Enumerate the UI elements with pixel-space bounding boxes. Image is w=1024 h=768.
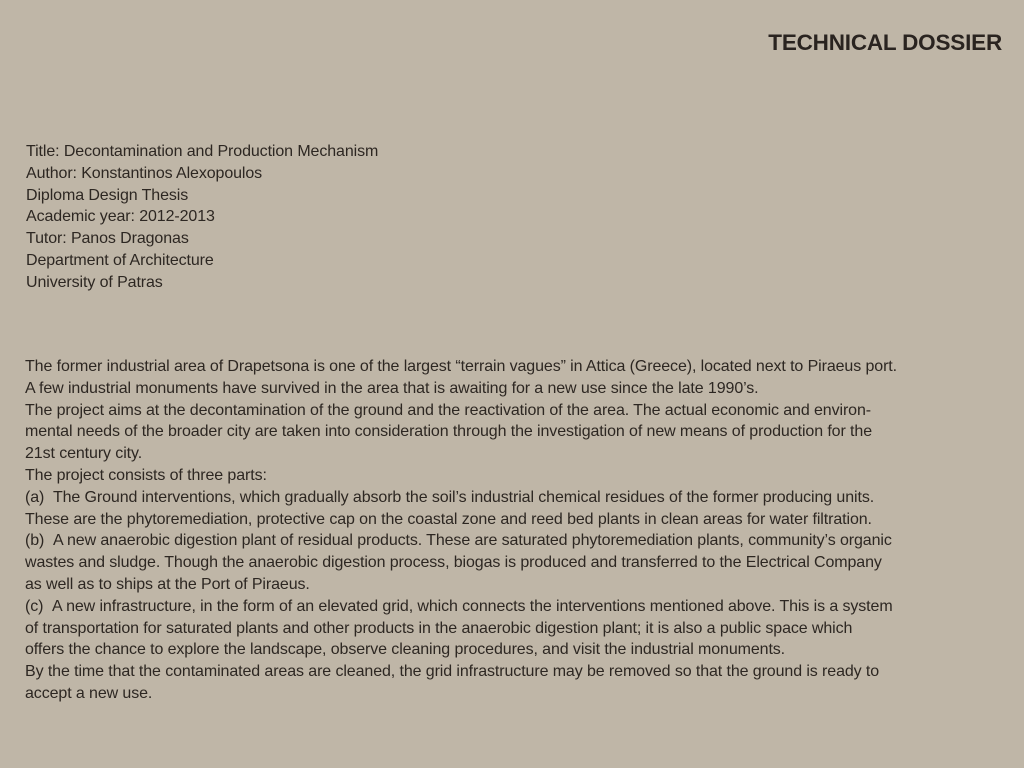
body-line: of transportation for saturated plants and other products in the anaerobic digestion plant; it is also a public space which: [25, 619, 853, 637]
meta-department: Department of Architecture: [26, 251, 214, 269]
body-line: By the time that the contaminated areas are cleaned, the grid infrastructure may be removed so that the ground is ready to: [25, 663, 880, 681]
meta-university: University of Patras: [26, 273, 163, 291]
thesis-metadata: [26, 141, 726, 294]
body-line: 21st century city.: [25, 445, 143, 463]
body-line-part-a: (a) The Ground interventions, which gradually absorb the soil’s industrial chemical residues of the former producing units.: [25, 488, 875, 506]
page-title: TECHNICAL DOSSIER: [768, 30, 1002, 55]
body-line: accept a new use.: [25, 684, 153, 702]
body-line: offers the chance to explore the landscape, observe cleaning procedures, and visit the industrial monuments.: [25, 641, 786, 659]
body-line: mental needs of the broader city are taken into consideration through the investigation of new means of production for the: [25, 423, 872, 441]
body-line: The project consists of three parts:: [25, 466, 267, 484]
body-line: A few industrial monuments have survived in the area that is awaiting for a new use since the late 1990’s.: [25, 379, 759, 397]
meta-author: Author: Konstantinos Alexopoulos: [26, 164, 263, 182]
body-line-part-b: (b) A new anaerobic digestion plant of residual products. These are saturated phytoremediation plants, community’s organic: [25, 532, 892, 550]
meta-tutor: Tutor: Panos Dragonas: [26, 230, 189, 248]
body-line: These are the phytoremediation, protective cap on the coastal zone and reed bed plants in clean areas for water filtration.: [25, 510, 872, 528]
body-line-part-c: (c) A new infrastructure, in the form of an elevated grid, which connects the interventions mentioned above. This is a system: [25, 597, 893, 615]
body-line: The former industrial area of Drapetsona is one of the largest “terrain vagues” in Attica (Greece), located next to Piraeus port.: [25, 358, 897, 375]
project-description: [25, 356, 1000, 705]
body-line: wastes and sludge. Though the anaerobic digestion process, biogas is produced and transferred to the Electrical Company: [25, 554, 882, 572]
body-line: as well as to ships at the Port of Piraeus.: [25, 575, 310, 593]
meta-title: Title: Decontamination and Production Mechanism: [26, 143, 379, 160]
meta-thesis-type: Diploma Design Thesis: [26, 186, 189, 204]
meta-academic-year: Academic year: 2012-2013: [26, 208, 215, 226]
body-line: The project aims at the decontamination of the ground and the reactivation of the area. The actual economic and environ-: [25, 401, 872, 419]
